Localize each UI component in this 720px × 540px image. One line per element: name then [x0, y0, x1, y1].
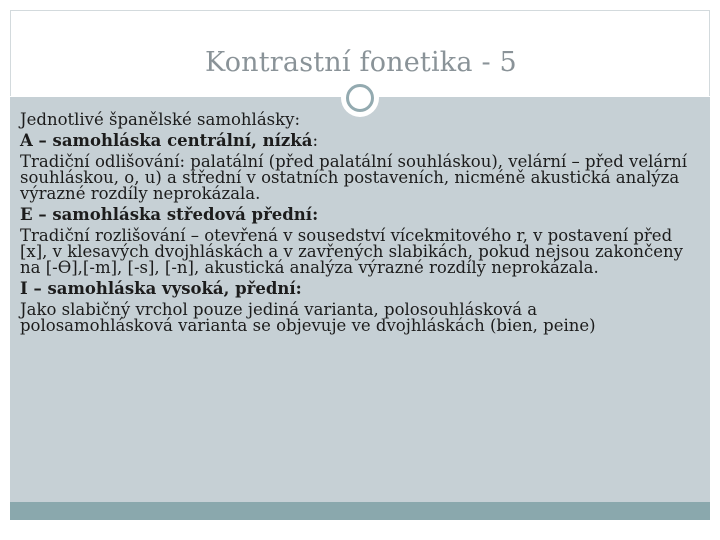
heading-vowel-a-text: A – samohláska centrální, nízká — [20, 131, 313, 150]
heading-vowel-a — [20, 133, 690, 149]
heading-vowel-i: I – samohláska vysoká, přední: — [20, 279, 302, 298]
heading-vowel-a-suffix: : — [312, 131, 318, 150]
paragraph-vowel-e: Tradiční rozlišování – otevřená v sousedství vícekmitového r, v postavení před [x], v klesavých dvojhláskách a v zavřených slabikách, pokud nejsou zakončeny na [-Ө],[-m], [-s], [-n], akustická analýza výrazné rozdíly neprokázala. — [20, 226, 684, 277]
ornament-ring — [346, 84, 374, 112]
paragraph-vowel-i: Jako slabičný vrchol pouze jediná varianta, polosouhlásková a polosamohlásková varianta se objevuje ve dvojhláskách (bien, peine) — [20, 300, 596, 335]
heading-vowel-e: E – samohláska středová přední: — [20, 205, 319, 224]
paragraph-vowel-a: Tradiční odlišování: palatální (před palatální souhláskou), velární – před velární souhláskou, o, u) a střední v ostatních postaveních, nicméně akustická analýza výrazné rozdíly neprokázala. — [20, 152, 688, 203]
slide-body — [20, 112, 690, 339]
footer-bar — [10, 502, 710, 520]
ornament-circle-icon — [341, 79, 379, 117]
paragraph-intro: Jednotlivé španělské samohlásky: — [20, 110, 301, 129]
slide-title: Kontrastní fonetika - 5 — [205, 47, 517, 78]
